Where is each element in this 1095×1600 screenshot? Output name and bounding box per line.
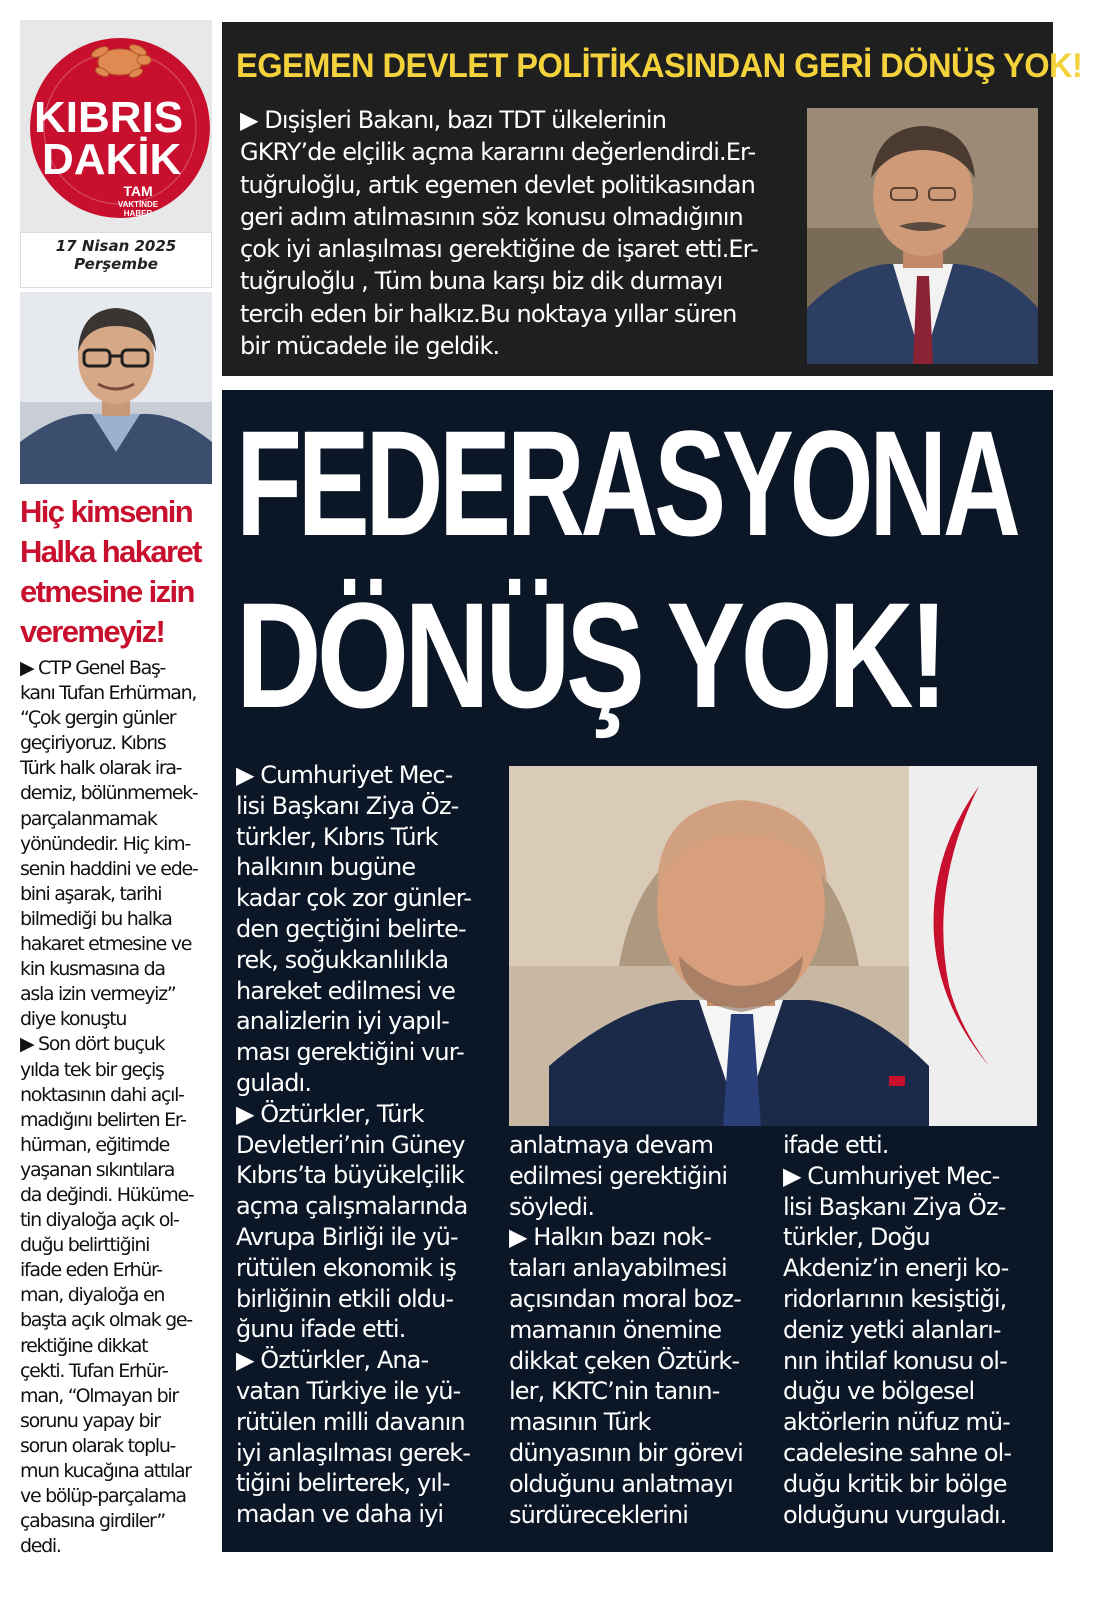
main-story-column-2: anlatmaya devam edilmesi gerektiğini söyledi. ▶ Halkın bazı nok- taları anlayabilmesi açısından moral boz- mamanın önemine dikkat çeken Öztürk- ler, KKTC’nin tanın- masının Türk dünyasının bir görevi olduğunu anlatmayı sürdüreceklerini	[509, 1131, 743, 1529]
issue-date: 17 Nisan 2025	[55, 237, 177, 255]
top-story-photo	[807, 108, 1038, 364]
main-headline-line2: DÖNÜŞ YOK!	[236, 571, 944, 739]
logo-emblem	[20, 20, 212, 232]
main-story-column-1: ▶ Cumhuriyet Mec- lisi Başkanı Ziya Öz- türkler, Kıbrıs Türk halkının bugüne kadar çok zor günler- den geçtiğini belirte- rek, soğukkanlılıkla hareket edilmesi ve analizlerin iyi yapıl- ması gerektiğini vur- guladı. ▶ Öztürkler, Türk Devletleri’nin Güney Kıbrıs’ta büyükelçilik açma çalışmalarında Avrupa Birliği ile yü- rütülen ekonomik iş birliğinin etkili oldu- ğunu ifade etti. ▶ Öztürkler, Ana- vatan Türkiye ile yü- rütülen milli davanın iyi anlaşılması gerek- tiğini belirterek, yıl- madan ve daha iyi	[236, 761, 471, 1529]
masthead-logo	[20, 20, 212, 232]
main-headline-line1: FEDERASYONA	[236, 399, 1017, 567]
portrait-speaker	[509, 766, 1037, 1126]
main-story-photo	[509, 766, 1037, 1126]
logo-name-line2: DAKİK	[42, 135, 182, 184]
top-story-body: ▶ Dışişleri Bakanı, bazı TDT ülkelerinin GKRY’de elçilik açma kararını değerlendirdi.Er- tuğruloğlu, artık egemen devlet politikasından geri adım atılmasının söz konusu olmadığının çok iyi anlaşılması gerektiğine de işaret etti.Er- tuğruloğlu , Tüm buna karşı biz dik durmayı tercih eden bir halkız.Bu noktaya yıllar süren bir mücadele ile geldik.	[240, 106, 758, 361]
left-story-body: ▶ CTP Genel Baş- kanı Tufan Erhürman, “Çok gergin günler geçiriyoruz. Kıbrıs Türk halk olarak ira- demiz, bölünmemek- parçalanmamak yönündedir. Hiç kim- senin haddini ve ede- bini aşarak, tarihi bilmediği bu halka hakaret etmesine ve kin kusmasına da asla izin vermeyiz” diye konuştu ▶ Son dört buçuk yılda tek bir geçiş noktasının dahi açıl- madığını belirten Er- hürman, eğitimde yaşanan sıkıntılara da değindi. Hüküme- tin diyaloğa açık ol- duğu belirttiğini ifade eden Erhür- man, diyaloğa en başta açık olmak ge- rektiğine dikkat çekti. Tufan Erhür- man, “Olmayan bir sorunu yapay bir sorun olarak toplu- mun kucağına attılar ve bölüp-parçalama çabasına girdiler” dedi.	[20, 657, 198, 1558]
top-story-headline: EGEMEN DEVLET POLİTİKASINDAN GERİ DÖNÜŞ YOK!	[236, 47, 1083, 85]
logo-tagline-1: TAM	[123, 183, 153, 199]
lapel-pin	[889, 1076, 905, 1086]
logo-tagline-3: HABER	[123, 209, 153, 218]
portrait-minister	[807, 108, 1038, 364]
issue-date-box	[20, 232, 212, 288]
main-story-column-3: ifade etti. ▶ Cumhuriyet Mec- lisi Başkanı Ziya Öz- türkler, Doğu Akdeniz’in enerji ko- ridorlarının kesiştiği, deniz yetki alanları- nın ihtilaf konusu ol- duğu ve bölgesel aktörlerin nüfuz mü- cadelesine sahne ol- duğu kritik bir bölge olduğunu vurguladı.	[783, 1131, 1012, 1529]
logo-tagline-2: VAKTİNDE	[117, 200, 159, 209]
left-story-photo	[20, 292, 212, 484]
left-story-headline: Hiç kimsenin Halka hakaret etmesine izin veremeyiz!	[20, 494, 201, 649]
issue-day: Perşembe	[74, 255, 158, 273]
portrait-man-glasses	[20, 292, 212, 484]
logo-name-line1: KIBRIS	[34, 93, 184, 142]
